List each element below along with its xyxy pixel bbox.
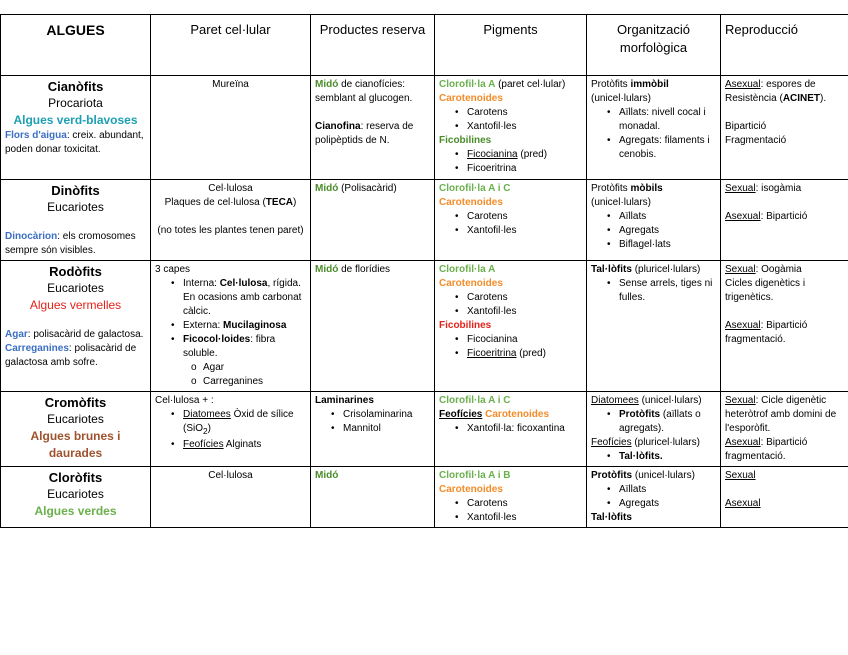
row-cromofits <box>1 392 848 467</box>
rodofits-repro: Sexual: Oogàmia Cicles digenètics i trigenètics. Asexual: Bipartició fragmentació. <box>721 261 848 392</box>
cianofits-org: Protòfits immòbil (unicel·lulars) • Aïllats: nivell cocal i monadal. • Agregats: filaments i cenobis. <box>587 76 721 180</box>
row-dinofits <box>1 180 848 261</box>
cromofits-org: Diatomees (unicel·lulars) • Protòfits (aïllats o agregats). Feofícies (pluricel·lulars) • Tal·lòfits. <box>587 392 721 467</box>
dinofits-pigments: Clorofil·la A i C Carotenoides • Carotens • Xantofil·les <box>435 180 587 261</box>
header-reproduccio: Reproducció <box>721 15 848 76</box>
dinofits-wall: Cel·lulosa Plaques de cel·lulosa (TECA) (no totes les plantes tenen paret) <box>151 180 311 261</box>
cianofits-pigments: Clorofil·la A (paret cel·lular) Carotenoides • Carotens • Xantofil·les Ficobilines • Ficocianina (pred) • Ficoeritrina <box>435 76 587 180</box>
header-algues: ALGUES <box>1 15 151 76</box>
cianofits-repro: Asexual: espores de Resistència (ACINET). Bipartició Fragmentació <box>721 76 848 180</box>
cianofits-name-cell: Cianòfits Procariota Algues verd-blavoses Flors d'aigua: creix. abundant, poden donar toxicitat. <box>1 76 151 180</box>
rodofits-pigments: Clorofil·la A Carotenoides • Carotens • Xantofil·les Ficobilines • Ficocianina • Ficoeritrina (pred) <box>435 261 587 392</box>
clorofits-repro: Sexual Asexual <box>721 467 848 528</box>
rodofits-org: Tal·lòfits (pluricel·lulars) • Sense arrels, tiges ni fulles. <box>587 261 721 392</box>
cromofits-reserve: Laminarines • Crisolaminarina • Mannitol <box>311 392 435 467</box>
clorofits-pigments: Clorofil·la A i B Carotenoides • Carotens • Xantofil·les <box>435 467 587 528</box>
header-reserva: Productes reserva <box>311 15 435 76</box>
row-rodofits <box>1 261 848 392</box>
clorofits-reserve: Midó <box>311 467 435 528</box>
cromofits-pigments: Clorofil·la A i C Feofícies Carotenoides • Xantofil·la: ficoxantina <box>435 392 587 467</box>
clorofits-org: Protòfits (unicel·lulars) • Aïllats • Agregats Tal·lòfits <box>587 467 721 528</box>
dinofits-repro: Sexual: isogàmia Asexual: Bipartició <box>721 180 848 261</box>
cianofits-reserve: Midó de cianofícies: semblant al glucogen. Cianofina: reserva de polipèptids de N. <box>311 76 435 180</box>
dinofits-org: Protòfits mòbils (unicel·lulars) • Aïllats • Agregats • Biflagel·lats <box>587 180 721 261</box>
cianofits-wall: Mureïna <box>151 76 311 180</box>
row-clorofits <box>1 467 848 528</box>
cromofits-wall: Cel·lulosa + : • Diatomees Òxid de sílice (SiO$_2$) • Feofícies Alginats <box>151 392 311 467</box>
header-pigments: Pigments <box>435 15 587 76</box>
cromofits-repro: Sexual: Cicle digenètic heteròtrof amb domini de l'esporòfit. Asexual: Bipartició fragmentació. <box>721 392 848 467</box>
rodofits-reserve: Midó de florídies <box>311 261 435 392</box>
clorofits-name-cell: Cloròfits Eucariotes Algues verdes <box>1 467 151 528</box>
cromofits-name-cell: Cromòfits Eucariotes Algues brunes i daurades <box>1 392 151 467</box>
rodofits-wall: 3 capes • Interna: Cel·lulosa, rígida. En ocasions amb carbonat càlcic. • Externa: Mucilaginosa • Ficocol·loides: fibra soluble. o Agar o Carreganines <box>151 261 311 392</box>
rodofits-name-cell: Rodòfits Eucariotes Algues vermelles Agar: polisacàrid de galactosa. Carreganines: polisacàrid de galactosa amb sofre. <box>1 261 151 392</box>
header-paret: Paret cel·lular <box>151 15 311 76</box>
clorofits-wall: Cel·lulosa <box>151 467 311 528</box>
dinofits-reserve: Midó (Polisacàrid) <box>311 180 435 261</box>
row-cianofits <box>1 76 848 180</box>
dinofits-name-cell: Dinòfits Eucariotes Dinocàrion: els cromosomes sempre són visibles. <box>1 180 151 261</box>
header-row <box>1 15 848 76</box>
algae-table <box>0 14 848 528</box>
header-organitzacio: Organització morfològica <box>587 15 721 76</box>
